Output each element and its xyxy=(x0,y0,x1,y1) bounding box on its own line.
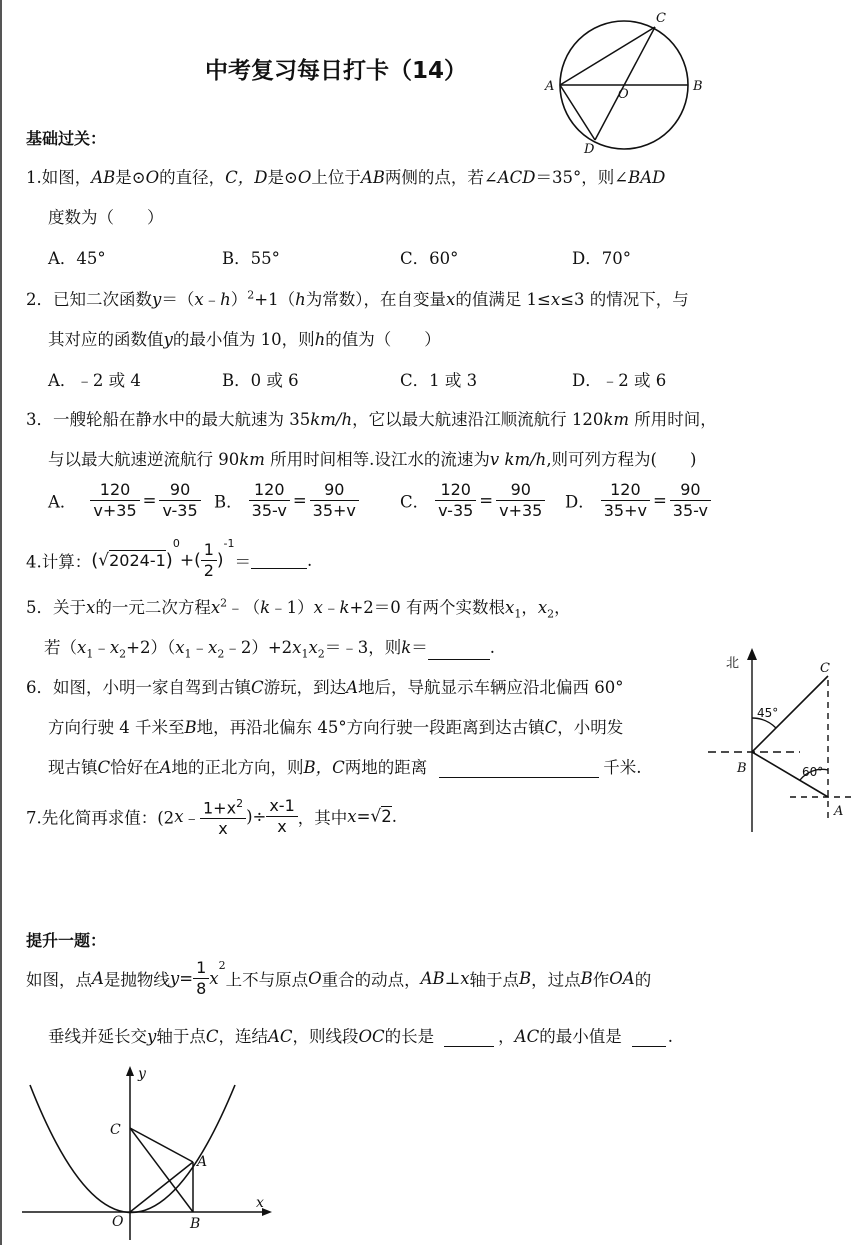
y-axis-arrow-icon xyxy=(126,1066,134,1076)
label-y: y xyxy=(138,1066,146,1082)
chord-ac xyxy=(560,27,655,85)
up-answer-blank-2 xyxy=(632,1030,666,1047)
q5-line1: 5．关于x的一元二次方程$x^2﹣(k﹣1)x﹣k+2=0$ 有两个实数根$x_1$，$x_2$， xyxy=(26,596,571,621)
parabola-figure xyxy=(0,1060,290,1245)
label-a: A xyxy=(545,79,555,94)
up-answer-blank-1 xyxy=(444,1030,494,1047)
q1-option-d: D．70° xyxy=(572,249,631,268)
q1-line2: 度数为（ ） xyxy=(48,208,164,227)
q2-line2: 其对应的函数值y的最小值为 10，则h的值为（ ） xyxy=(48,330,441,349)
label-c: C xyxy=(820,661,830,676)
chord-ad xyxy=(560,85,595,140)
label-b: B xyxy=(190,1216,201,1232)
label-60: 60° xyxy=(802,765,824,779)
q4-answer-blank xyxy=(251,552,307,569)
q2-option-d: D．﹣2 或 6 xyxy=(572,371,667,390)
page-title: 中考复习每日打卡（14） xyxy=(205,58,468,84)
q3-option-a: A． $\frac{120}{v+35}$ = $\frac{90}{v-35}$ xyxy=(48,480,201,521)
label-o: O xyxy=(112,1214,124,1230)
q4-expression: 4.计算：$(√2024-1)^0+$( $\frac{1}{2}$ )$^{-1}$＝ . xyxy=(26,537,313,580)
label-a: A xyxy=(197,1154,208,1170)
q1-option-a: A．45° xyxy=(48,249,106,268)
q1-option-b: B．55° xyxy=(222,249,280,268)
label-a: A xyxy=(834,804,844,819)
q2-option-b: B．0 或 6 xyxy=(222,371,299,390)
q1-line1: 1.如图，AB是⊙O的直径，C，D是⊙O上位于AB两侧的点，若∠ACD＝35°，则∠BAD xyxy=(26,168,666,187)
page-left-border xyxy=(0,0,2,1245)
q2-option-c: C．1 或 3 xyxy=(400,371,478,390)
q3-option-b: B． $\frac{120}{35-v}$ = $\frac{90}{35+v}$ xyxy=(214,480,359,521)
q6-line2: 方向行驶 4 千米至B地，再沿北偏东 45°方向行驶一段距离到达古镇C，小明发 xyxy=(48,718,624,737)
label-d: D xyxy=(584,142,595,155)
compass-figure xyxy=(700,640,860,840)
label-north: 北 xyxy=(726,656,740,671)
label-45: 45° xyxy=(757,706,779,720)
circle-figure xyxy=(540,5,710,155)
q5-answer-blank xyxy=(428,643,490,660)
section-advanced: 提升一题： xyxy=(26,931,107,950)
q5-line2: 若$(x_1﹣x_2+2)(x_1﹣x_2﹣2)+2x_1x_2=﹣3$，则k＝ . xyxy=(44,638,496,661)
north-arrow-icon xyxy=(747,648,757,660)
label-b: B xyxy=(693,79,703,94)
parabola-curve xyxy=(30,1085,235,1213)
q3-option-c: C． $\frac{120}{v-35}$ = $\frac{90}{v+35}$ xyxy=(400,480,545,521)
label-c: C xyxy=(656,11,666,26)
q2-option-a: A．﹣2 或 4 xyxy=(48,371,141,390)
chord-cd xyxy=(595,27,655,140)
label-b: B xyxy=(737,761,747,776)
q3-line1: 3．一艘轮船在静水中的最大航速为 35km/h，它以最大航速沿江顺流航行 120km 所用时间， xyxy=(26,410,717,429)
segment-ca xyxy=(130,1128,193,1162)
up-line1: 如图，点A是抛物线y= $\frac{1}{8}$ $x^2$上不与原点O重合的动点，AB⊥x轴于点B，过点B作OA的 xyxy=(26,958,652,998)
q3-option-d: D． $\frac{120}{35+v}$ = $\frac{90}{35-v}$ xyxy=(565,480,711,521)
q1-option-c: C．60° xyxy=(400,249,459,268)
q6-line1: 6．如图，小明一家自驾到古镇C游玩，到达A地后，导航显示车辆应沿北偏西 60° xyxy=(26,678,624,697)
q7-expression: 7.先化简再求值：(2x﹣ $\frac{1+x^2}{x}$ )÷ $\frac{x-1}{x}$ ，其中x=√2. xyxy=(26,794,397,839)
q6-line3: 现古镇C恰好在A地的正北方向，则B，C两地的距离 千米. xyxy=(48,758,642,777)
label-x: x xyxy=(256,1195,264,1211)
label-o: O xyxy=(618,87,629,102)
q2-line1: 2．已知二次函数y＝（x﹣h）$^2$+1（h为常数），在自变量x的值满足 1≤x≤3 的情况下，与 xyxy=(26,288,689,309)
q6-answer-blank xyxy=(439,761,599,778)
section-basic: 基础过关： xyxy=(26,129,107,148)
label-c: C xyxy=(110,1122,121,1138)
q3-line2: 与以最大航速逆流航行 90km 所用时间相等.设江水的流速为v km/h,则可列方程为( ) xyxy=(48,450,697,469)
up-line2: 垂线并延长交y轴于点C，连结AC，则线段OC的长是 ，AC的最小值是 . xyxy=(48,1027,673,1046)
